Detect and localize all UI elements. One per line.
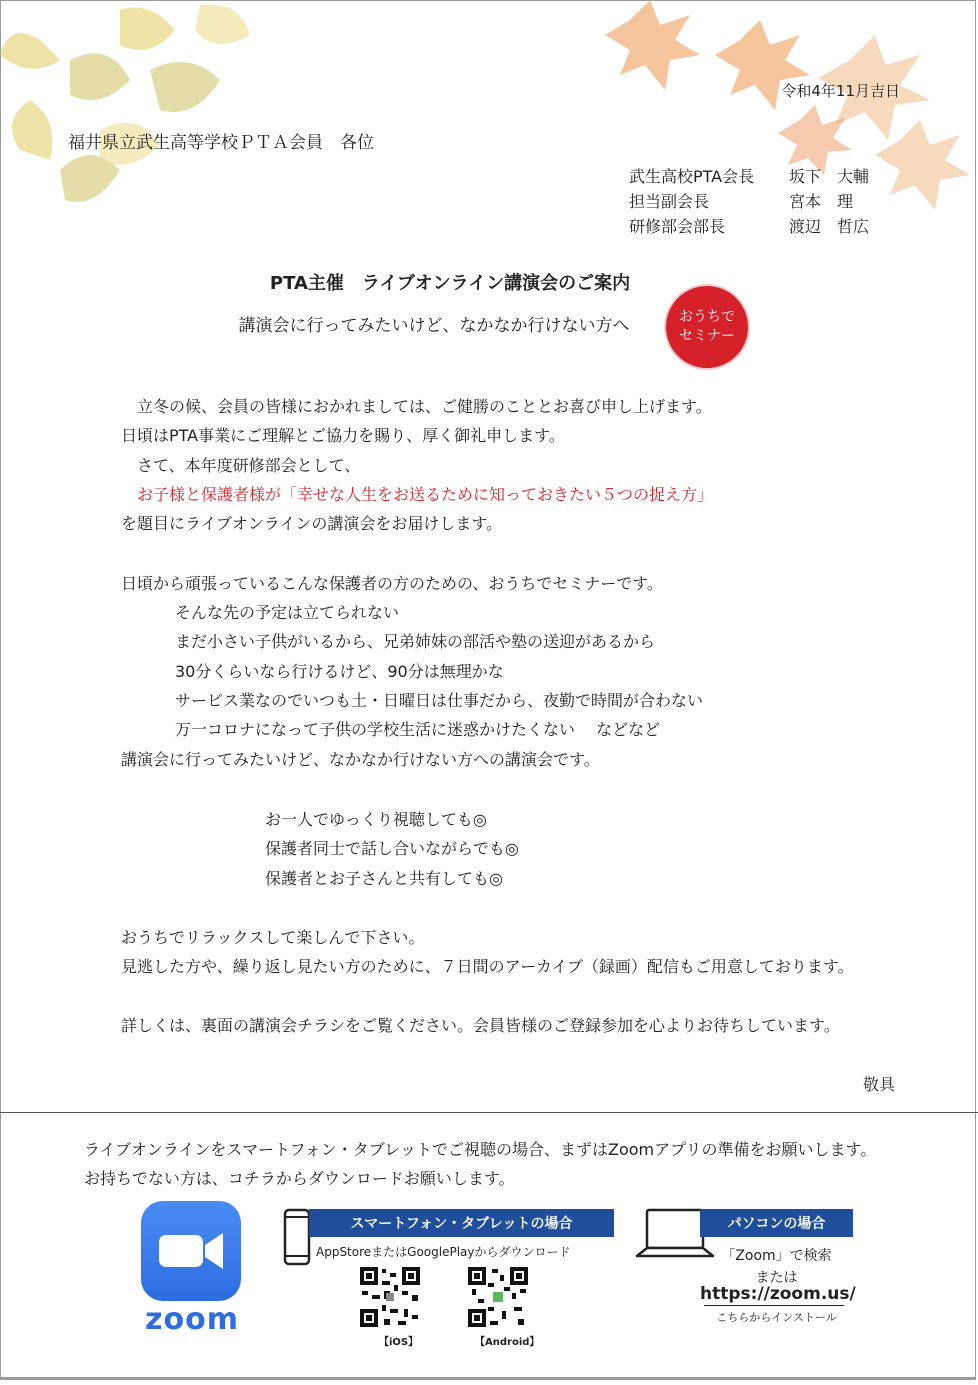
list-item: まだ小さい子供がいるから、兄弟姉妹の部活や塾の送迎があるから <box>175 632 656 651</box>
url-underline <box>704 1305 844 1306</box>
sender-name: 宮本 理 <box>789 192 854 211</box>
sender-block <box>629 164 869 239</box>
zoom-url-link[interactable] <box>700 1284 856 1304</box>
list-item: 30分くらいなら行けるけど、90分は無理かな <box>175 662 504 681</box>
ginkgo-leaves-decoration <box>0 0 260 230</box>
seminar-badge: おうちで セミナー <box>666 286 748 368</box>
store-download-note: AppStoreまたはGooglePlayからダウンロード <box>316 1245 571 1259</box>
body-line: 詳しくは、裏面の講演会チラシをご覧ください。会員皆様のご登録参加を心よりお待ちしています。 <box>121 1016 840 1035</box>
list-item: そんな先の予定は立てられない <box>175 603 400 622</box>
zoom-url-text[interactable]: https://zoom.us/ <box>700 1284 856 1304</box>
or-label: または <box>755 1270 798 1286</box>
ios-label: 【iOS】 <box>379 1337 419 1348</box>
body-line: 日頃はPTA事業にご理解とご協力を賜り、厚く御礼申します。 <box>121 426 565 445</box>
zoom-search-hint: 「Zoom」で検索 <box>721 1248 832 1264</box>
footer-line: ライブオンラインをスマートフォン・タブレットでご視聴の場合、まずはZoomアプリの準備をお願いします。 <box>84 1140 877 1159</box>
sender-role: 武生高校PTA会長 <box>629 167 755 186</box>
list-item: 万一コロナになって子供の学校生活に迷惑かけたくない などなど <box>175 720 661 739</box>
list-item: サービス業なのでいつも土・日曜日は仕事だから、夜勤で時間が合わない <box>175 691 704 710</box>
smartphone-icon <box>283 1208 311 1266</box>
video-camera-icon <box>141 1201 241 1301</box>
body-line: 講演会に行ってみたいけど、なかなか行けない方への講演会です。 <box>121 750 600 769</box>
sender-name: 渡辺 哲広 <box>789 217 870 236</box>
sender-name: 坂下 大輔 <box>789 167 870 186</box>
install-note: こちらからインストール <box>716 1311 837 1324</box>
android-label: 【Android】 <box>475 1337 540 1348</box>
page-title: PTA主催 ライブオンライン講演会のご案内 <box>269 273 631 294</box>
pc-section-header: パソコンの場合 <box>700 1209 853 1237</box>
closing: 敬具 <box>862 1075 895 1094</box>
list-item: 保護者とお子さんと共有しても◎ <box>265 869 503 888</box>
ios-qr-code[interactable] <box>358 1265 422 1329</box>
sender-role: 担当副会長 <box>629 192 710 211</box>
android-qr-code[interactable] <box>466 1265 530 1329</box>
sender-row <box>629 214 869 239</box>
smartphone-section-header: スマートフォン・タブレットの場合 <box>309 1209 614 1237</box>
body-line: さて、本年度研修部会として、 <box>121 456 361 475</box>
body-line: を題目にライブオンラインの講演会をお届けします。 <box>121 514 503 533</box>
body-line: おうちでリラックスして楽しんで下さい。 <box>121 928 425 947</box>
body-line: 日頃から頑張っているこんな保護者の方のための、おうちでセミナーです。 <box>121 574 663 593</box>
addressee: 福井県立武生高等学校ＰＴＡ会員 各位 <box>68 133 374 153</box>
issue-date: 令和4年11月吉日 <box>781 82 900 100</box>
body-line: 見逃した方や、繰り返し見たい方のために、７日間のアーカイブ（録画）配信もご用意しております。 <box>121 957 854 976</box>
lecture-theme-highlight: お子様と保護者様が「幸せな人生をお送るために知っておきたい５つの捉え方」 <box>121 485 714 504</box>
page-subtitle: 講演会に行ってみたいけど、なかなか行けない方へ <box>238 316 630 336</box>
sender-role: 研修部会部長 <box>629 217 726 236</box>
body-line: 立冬の候、会員の皆様におかれましては、ご健勝のこととお喜び申し上げます。 <box>121 397 712 416</box>
divider <box>0 1112 978 1113</box>
footer-line: お持ちでない方は、コチラからダウンロードお願いします。 <box>84 1169 515 1188</box>
sender-row <box>629 189 869 214</box>
list-item: お一人でゆっくり視聴しても◎ <box>265 810 487 829</box>
zoom-wordmark: zoom <box>145 1302 239 1337</box>
sender-row <box>629 164 869 189</box>
zoom-app-icon[interactable] <box>141 1201 241 1301</box>
list-item: 保護者同士で話し合いながらでも◎ <box>265 839 519 858</box>
